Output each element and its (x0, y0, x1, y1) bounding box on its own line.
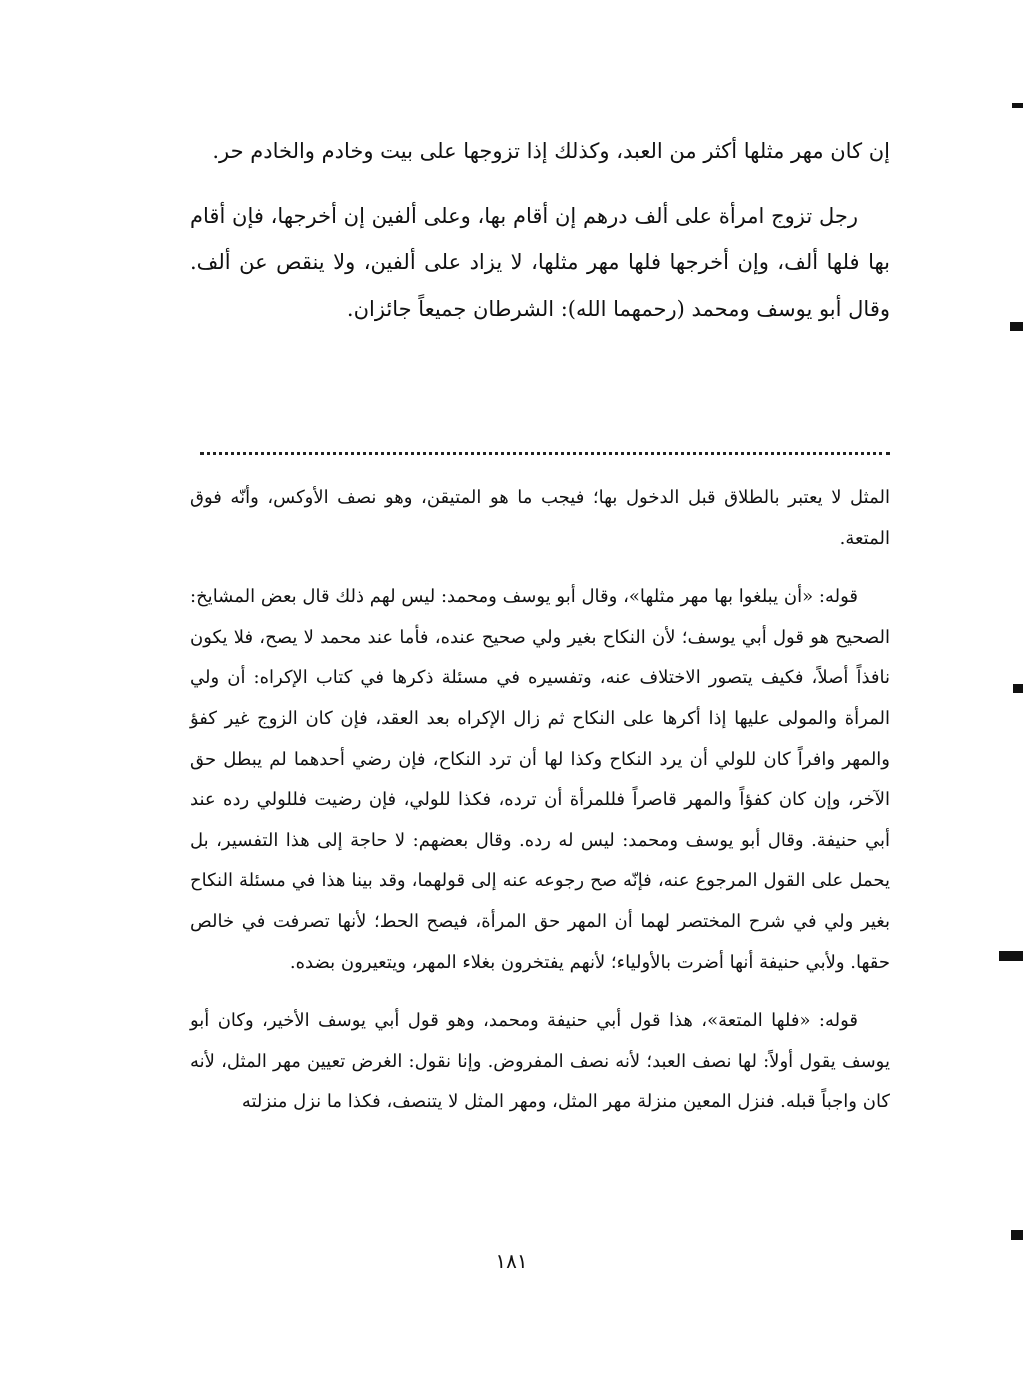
edge-mark (999, 951, 1023, 961)
page-number: ١٨١ (495, 1249, 528, 1273)
commentary-paragraph-1: المثل لا يعتبر بالطلاق قبل الدخول بها؛ فيجب ما هو المتيقن، وهو نصف الأوكس، وأنّه فوق المتعة. (190, 487, 890, 549)
commentary-text (190, 478, 890, 1123)
edge-mark (1010, 322, 1023, 331)
main-text (190, 128, 890, 332)
dotted-separator (200, 452, 890, 455)
commentary-paragraph-3: قوله: «فلها المتعة»، هذا قول أبي حنيفة ومحمد، وهو قول أبي يوسف الأخير، وكان أبو يوسف يقول أولاً: لها نصف العبد؛ لأنه نصف المفروض. وإنا نقول: الغرض تعيين مهر المثل، لأنه كان واجباً قبله. فنزل المعين منزلة مهر المثل، ومهر المثل لا يتنصف، فكذا ما نزل منزلته (190, 1010, 890, 1113)
edge-mark (1013, 684, 1023, 693)
edge-mark (1011, 1230, 1023, 1240)
main-paragraph-1: إن كان مهر مثلها أكثر من العبد، وكذلك إذا تزوجها على بيت وخادم والخادم حر. (212, 139, 890, 163)
main-paragraph-2: رجل تزوج امرأة على ألف درهم إن أقام بها، وعلى ألفين إن أخرجها، فإن أقام بها فلها ألف، وإن أخرجها فلها مهر مثلها، لا يزاد على ألفين، ولا ينقص عن ألف. وقال أبو يوسف ومحمد (رحمهما الله): الشرطان جميعاً جائزان. (190, 203, 890, 321)
edge-mark (1012, 103, 1023, 108)
commentary-paragraph-2: قوله: «أن يبلغوا بها مهر مثلها»، وقال أبو يوسف ومحمد: ليس لهم ذلك قال بعض المشايخ: الصحيح هو قول أبي يوسف؛ لأن النكاح بغير ولي صحيح عنده، فأما عند محمد لا يصح، فلا يكون نافذاً أصلاً، فكيف يتصور الاختلاف عنه، وتفسيره في مسئلة ذكرها في كتاب الإكراه: أن ولي المرأة والمولى عليها إذا أكرها على النكاح ثم زال الإكراه بعد العقد، فإن كان الزوج غير كفؤ والمهر وافراً كان للولي أن يرد النكاح وكذا لها أن ترد النكاح، فإن رضي أحدهما لم يبطل حق الآخر، وإن كان كفؤاً والمهر قاصراً فللمرأة أن ترده، فكذا للولي، فإن رضيت فللولي رده عند أبي حنيفة. وقال أبو يوسف ومحمد: ليس له رده. وقال بعضهم: لا حاجة إلى هذا التفسير، بل يحمل على القول المرجوع عنه، فإنّه صح رجوعه عنه إلى قولهما، وقد بينا هذا في مسئلة النكاح بغير ولي في شرح المختصر لهما أن المهر حق المرأة، فيصح الحط؛ لأنها تصرفت في خالص حقها. ولأبي حنيفة أنها أضرت بالأولياء؛ لأنهم يفتخرون بغلاء المهر، ويتعيرون بضده. (190, 586, 890, 973)
